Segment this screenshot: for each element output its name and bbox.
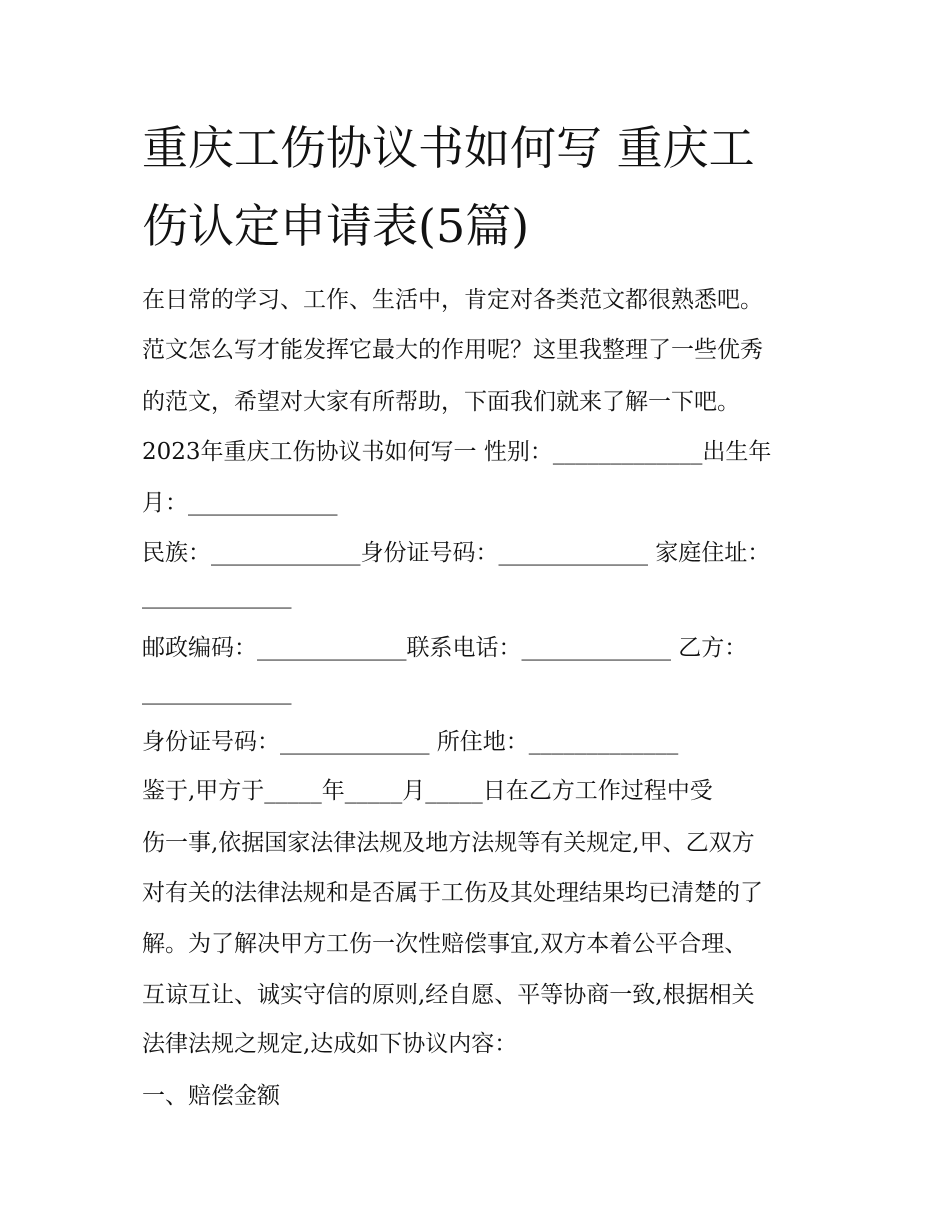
intro-line-1: 在日常的学习、工作、生活中，肯定对各类范文都很熟悉吧。 bbox=[142, 287, 763, 313]
intro-line-2: 范文怎么写才能发挥它最大的作用呢？这里我整理了一些优秀 bbox=[142, 337, 763, 363]
agreement-line-1: 鉴于,甲方于_____年_____月_____日在乙方工作过程中受 bbox=[142, 778, 713, 804]
document-title-line-2: 伤认定申请表(5篇) bbox=[142, 199, 530, 253]
form-line-birth: 月：_____________ bbox=[142, 490, 338, 516]
form-line-gender: 2023年重庆工伤协议书如何写一 性别：_____________出生年 bbox=[142, 439, 772, 465]
document-title-line-1: 重庆工伤协议书如何写 重庆工 bbox=[142, 121, 755, 175]
intro-line-3: 的范文，希望对大家有所帮助，下面我们就来了解一下吧。 bbox=[142, 389, 740, 415]
agreement-line-6: 法律法规之规定,达成如下协议内容： bbox=[142, 1031, 518, 1057]
form-line-address-blank: _____________ bbox=[142, 583, 292, 609]
agreement-line-5: 互谅互让、诚实守信的原则,经自愿、平等协商一致,根据相关 bbox=[142, 982, 755, 1008]
agreement-line-3: 对有关的法律法规和是否属于工伤及其处理结果均已清楚的了 bbox=[142, 880, 763, 906]
form-line-ethnicity: 民族：_____________身份证号码：_____________ 家庭住址： bbox=[142, 540, 771, 566]
form-line-party-b-blank: _____________ bbox=[142, 679, 292, 705]
agreement-line-4: 解。为了解决甲方工伤一次性赔偿事宜,双方本着公平合理、 bbox=[142, 931, 748, 957]
form-line-postcode: 邮政编码：_____________联系电话：_____________ 乙方： bbox=[142, 635, 748, 661]
agreement-line-2: 伤一事,依据国家法律法规及地方法规等有关规定,甲、乙双方 bbox=[142, 830, 755, 856]
form-line-id-residence: 身份证号码：_____________ 所住地：_____________ bbox=[142, 729, 679, 755]
section-heading-compensation: 一、赔偿金额 bbox=[142, 1083, 280, 1109]
